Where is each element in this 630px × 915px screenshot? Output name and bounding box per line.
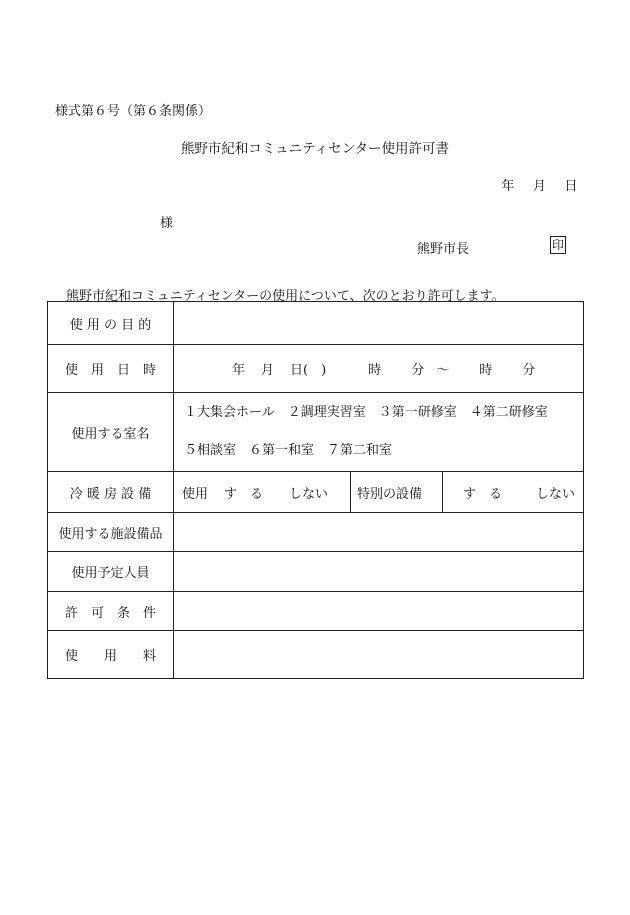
- special-yes-option: す る: [463, 486, 503, 502]
- row-fee: [48, 631, 584, 679]
- special-options: [443, 472, 575, 512]
- hvac-options: [174, 472, 351, 512]
- rooms-line-1: １大集会ホール ２調理実習室 ３第一研修室 ４第二研修室: [184, 405, 548, 420]
- date-year-label: 年: [501, 179, 515, 194]
- fee-value: [174, 631, 584, 679]
- special-equipment-label: 特別の設備: [351, 472, 443, 512]
- purpose-value: [174, 302, 584, 345]
- dt-month: 月: [261, 363, 275, 378]
- fee-label: 使 用 料: [48, 631, 174, 679]
- rooms-line-2: ５相談室 ６第一和室 ７第二和室: [184, 443, 393, 458]
- row-datetime: [48, 345, 584, 393]
- dt-min-start: 分: [411, 363, 425, 378]
- conditions-label: 許 可 条 件: [48, 592, 174, 631]
- persons-label: 使用予定人員: [48, 552, 174, 592]
- hvac-label: 冷 暖 房 設 備: [48, 472, 174, 513]
- datetime-value: [174, 345, 584, 393]
- row-hvac: [48, 472, 584, 513]
- dt-hour-start: 時: [368, 363, 382, 378]
- dt-day: 日: [290, 363, 304, 378]
- rooms-label: 使用する室名: [48, 393, 174, 472]
- equipment-label: 使用する施設備品: [48, 513, 174, 552]
- dt-hour-end: 時: [479, 363, 493, 378]
- permit-table: [47, 301, 584, 679]
- addressee-suffix: 様: [160, 216, 174, 231]
- special-no-option: しない: [536, 486, 576, 502]
- purpose-label: 使 用 の 目 的: [48, 302, 174, 345]
- row-purpose: [48, 302, 584, 345]
- row-conditions: [48, 592, 584, 631]
- date-month-label: 月: [532, 179, 547, 194]
- dt-tilde: ～: [436, 363, 450, 378]
- issue-date: [501, 175, 578, 194]
- persons-value: [174, 552, 584, 592]
- datetime-label: 使 用 日 時: [48, 345, 174, 393]
- dt-min-end: 分: [522, 363, 536, 378]
- form-number: 様式第６号（第６条関係）: [55, 104, 212, 119]
- row-persons: [48, 552, 584, 592]
- hvac-no-option: しない: [289, 486, 329, 502]
- conditions-value: [174, 592, 584, 631]
- intro-text: 熊野市紀和コミュニティセンターの使用について、次のとおり許可します。: [66, 289, 505, 304]
- equipment-value: [174, 513, 584, 552]
- date-day-label: 日: [564, 179, 578, 194]
- issuer-name: 熊野市長: [417, 242, 470, 257]
- rooms-value: [174, 393, 584, 472]
- row-equipment: [48, 513, 584, 552]
- hvac-yes-option: す る: [224, 486, 264, 502]
- dt-weekday-paren: ( ): [303, 363, 327, 378]
- dt-year: 年: [232, 363, 246, 378]
- row-rooms: [48, 393, 584, 472]
- hvac-value: [174, 472, 584, 513]
- document-title: 熊野市紀和コミュニティセンター使用許可書: [180, 141, 450, 157]
- hvac-use-label: 使用: [182, 486, 209, 502]
- seal-box: 印: [551, 238, 564, 252]
